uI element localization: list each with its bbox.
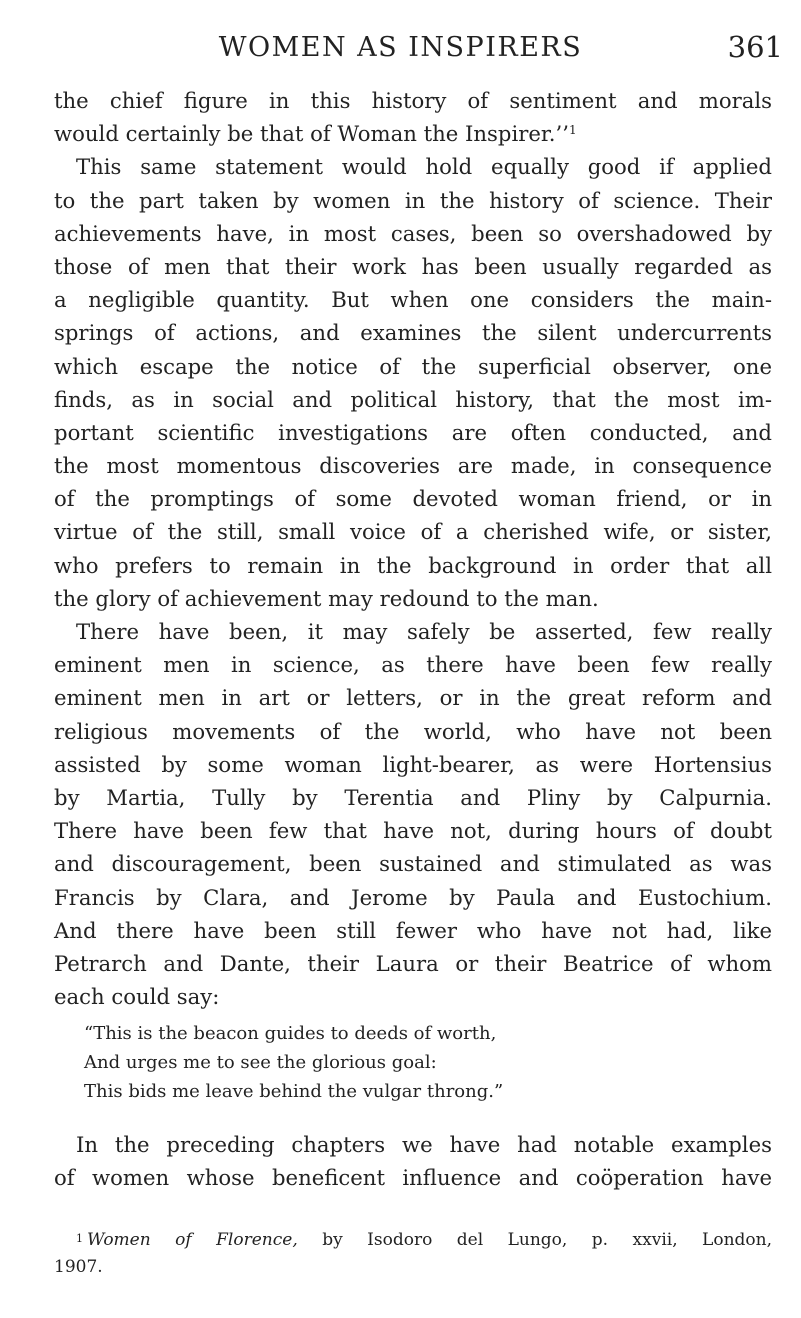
text-line: which escape the notice of the superficial observer, one	[54, 353, 772, 379]
page-number: 361	[727, 30, 783, 64]
footnote-reference: 1	[568, 123, 577, 138]
footnote-line	[54, 1227, 772, 1254]
text-line: assisted by some woman light-bearer, as were Hortensius	[54, 751, 772, 777]
text-line: achievements have, in most cases, been so overshadowed by	[54, 220, 772, 246]
body-text	[54, 84, 772, 1195]
footnote-citation: by Isodoro del Lungo, p. xxvii, London,	[322, 1230, 773, 1250]
text-line: There have been, it may safely be asserted, few really	[76, 619, 772, 644]
footnote-line: 1907.	[54, 1257, 103, 1277]
text-line: religious movements of the world, who have not been	[54, 718, 772, 744]
text-line: who prefers to remain in the background in order that all	[54, 552, 772, 578]
text-line: by Martia, Tully by Terentia and Pliny by Calpurnia.	[54, 784, 772, 810]
verse-line: And urges me to see the glorious goal:	[84, 1052, 437, 1074]
text-line: the glory of achievement may redound to the man.	[54, 585, 599, 611]
text-line: And there have been still fewer who have not had, like	[54, 917, 772, 943]
text-line: springs of actions, and examines the silent undercurrents	[54, 320, 772, 346]
footnote	[54, 1227, 772, 1281]
text-line: finds, as in social and political history, that the most im-	[54, 386, 772, 412]
running-title: WOMEN AS INSPIRERS	[218, 32, 583, 63]
text-line: the most momentous discoveries are made, in consequence	[54, 453, 772, 479]
text-line: virtue of the still, small voice of a cherished wife, or sister,	[54, 519, 772, 545]
text-line: the chief figure in this history of sentiment and morals	[54, 88, 772, 113]
text-line-content: would certainly be that of Woman the Inspirer.’’	[54, 121, 569, 147]
text-line: portant scientific investigations are often conducted, and	[54, 419, 772, 445]
text-line: Francis by Clara, and Jerome by Paula and Eustochium.	[54, 884, 772, 910]
text-line: In the preceding chapters we have had notable examples	[76, 1132, 772, 1158]
text-line: of the promptings of some devoted woman friend, or in	[54, 486, 772, 512]
text-line: to the part taken by women in the history of science. Their	[54, 187, 772, 213]
text-line	[54, 117, 772, 150]
text-line: This same statement would hold equally good if applied	[76, 154, 772, 180]
text-line: Petrarch and Dante, their Laura or their Beatrice of whom	[54, 950, 772, 976]
footnote-marker: 1	[76, 1232, 83, 1245]
running-head	[0, 30, 801, 70]
footnote-title: Women of Florence,	[87, 1230, 298, 1250]
text-line: those of men that their work has been usually regarded as	[54, 253, 772, 279]
verse-quotation	[54, 1019, 772, 1106]
text-line: a negligible quantity. But when one considers the main-	[54, 287, 772, 313]
text-line: of women whose beneficent influence and coöperation have	[54, 1165, 772, 1191]
verse-line: This bids me leave behind the vulgar throng.”	[84, 1081, 504, 1103]
text-line: and discouragement, been sustained and stimulated as was	[54, 851, 772, 877]
text-line: eminent men in science, as there have been few really	[54, 652, 772, 678]
text-line: eminent men in art or letters, or in the great reform and	[54, 685, 772, 711]
text-line: There have been few that have not, during hours of doubt	[54, 818, 772, 844]
text-line: each could say:	[54, 984, 220, 1010]
verse-line: “This is the beacon guides to deeds of worth,	[84, 1023, 497, 1045]
